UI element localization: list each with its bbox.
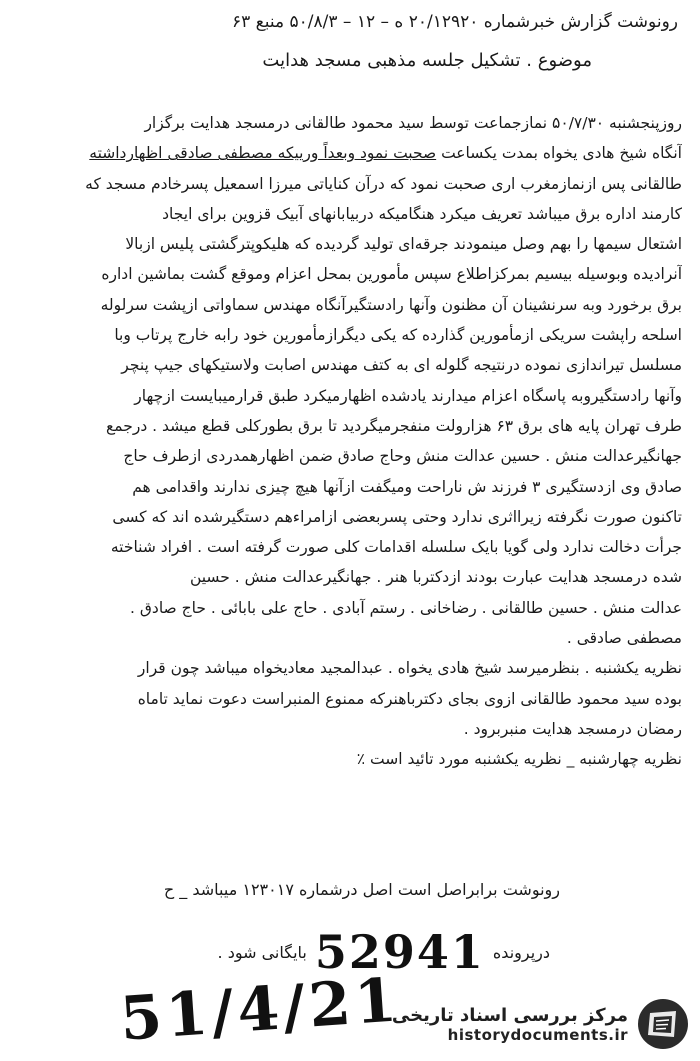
body-line: آنرادیده وبوسیله بیسیم بمرکزاطلاع سپس مأمورین بمحل اعزام وموقع گشت بماشین اداره — [101, 265, 682, 284]
body-line-start: آنگاه شیخ هادی یخواه بمدت یکساعت — [436, 144, 682, 163]
body-line: برق برخورد وبه سرنشینان آن مظنون وآنها رادستگیرآنگاه مهندس سماواتی ازپشت سرلوله — [100, 295, 682, 314]
body-line: بوده سید محمود طالقانی ازوی بجای دکترباهنرکه ممنوع المنبراست دعوت نماید تاماه — [137, 689, 682, 708]
body-line: عدالت منش . حسین طالقانی . رضاخانی . رستم آبادی . حاج علی بابائی . حاج صادق . — [130, 598, 682, 617]
report-body — [18, 108, 682, 775]
report-source-line: رونوشت گزارش خبرشماره ۲۰/۱۲۹۲۰ ه – ۱۲ – ۵۰/۸/۳ منبع ۶۳ — [232, 12, 678, 32]
archive-watermark — [392, 997, 690, 1051]
handwritten-date: 51/4/21 — [117, 965, 403, 1055]
report-subject-line: موضوع . تشکیل جلسه مذهبی مسجد هدایت — [262, 50, 592, 71]
filing-prefix: درپرونده — [492, 942, 550, 962]
body-line — [18, 138, 682, 168]
body-line: مصطفی صادقی . — [566, 629, 682, 648]
watermark-title: مرکز بررسی اسناد تاریخی — [391, 1004, 628, 1026]
watermark-url: historydocuments.ir — [447, 1025, 628, 1044]
filing-suffix: بایگانی شود . — [217, 942, 307, 962]
body-line: کارمند اداره برق میباشد تعریف میکرد هنگامیکه دربیابانهای آبیک قزوین برای ایجاد — [162, 204, 682, 223]
file-number: 52941 — [314, 925, 485, 979]
body-line: نظریه یکشنبه . بنظرمیرسد شیخ هادی یخواه . عبدالمجید معادیخواه میباشد چون قرار — [137, 659, 682, 678]
body-line: مسلسل تیراندازی نموده درنتیجه گلوله ای به کتف مهندس اصابت ولاستیکهای جیپ پنچر — [121, 356, 682, 375]
body-line: جرأت دخالت ندارد ولی گویا بایک سلسله اقدامات کلی صورت گرفته است . افراد شناخته — [110, 538, 682, 557]
body-line: اشتعال سیمها را بهم وصل مینمودند جرقه‌ای تولید گردیده که هلیکوپترگشتی پلیس ازبالا — [125, 235, 682, 254]
body-line: وآنها رادستگیروبه پاسگاه اعزام میدارند یادشده اظهارمیکرد طبق قرارمیبایست ازچهار — [134, 386, 682, 405]
body-line: طالقانی پس ازنمازمغرب اری صحبت نمود که درآن کنایاتی میرزا اسمعیل پسرخادم مسجد که — [85, 174, 682, 193]
body-line: اسلحه راپشت سریکی ازمأمورین گذارده که یکی دیگرازمأمورین خود رابه خارج پرتاب وبا — [114, 326, 682, 345]
body-line: صادق وی ازدستگیری ۳ فرزند ش ناراحت ومیگفت ازآنها هیچ چیزی ندارند واقدامی هم — [132, 477, 682, 496]
archive-center-logo-icon — [636, 997, 690, 1051]
body-line: روزپنجشنبه ۵۰/۷/۳۰ نمازجماعت توسط سید محمود طالقانی درمسجد هدایت برگزار — [144, 114, 682, 132]
body-line: شده درمسجد هدایت عبارت بودند ازدکتربا هنر . جهانگیرعدالت منش . حسین — [189, 568, 682, 587]
body-line: نظریه چهارشنبه _ نظریه یکشنبه مورد تائید است ٪ — [356, 750, 682, 769]
underlined-phrase: صحبت نمود وبعداً ورییکه مصطفی صادقی اظهارداشته — [89, 144, 437, 163]
body-line: جهانگیرعدالت منش . حسین عدالت منش وحاج صادق ضمن اظهارهمدردی ازطرف حاج — [123, 447, 682, 466]
body-line: رمضان درمسجد هدایت منبربرود . — [463, 719, 682, 738]
copy-certification-note: رونوشت برابراصل است اصل درشماره ۱۲۳۰۱۷ میباشد _ ح — [163, 880, 560, 899]
body-line: تاکنون صورت نگرفته زیرااثری ندارد وحتی پسربعضی ازامراءهم دستگیرشده اند که کسی — [112, 507, 682, 526]
watermark-text — [392, 1005, 628, 1044]
body-line: طرف تهران پایه های برق ۶۳ هزارولت منفجرمیگردید تا برق بطورکلی قطع میشد . درجمع — [106, 416, 682, 435]
